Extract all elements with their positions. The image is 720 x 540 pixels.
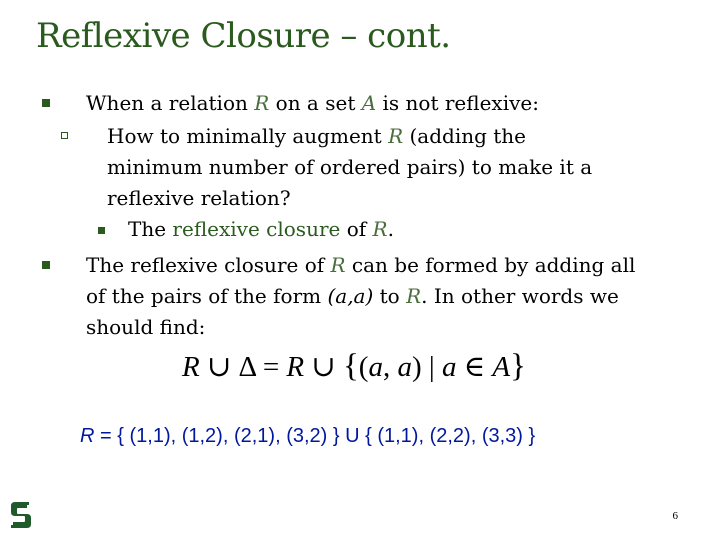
- bullet-2-line-3: should find:: [86, 315, 206, 339]
- example-relation: R = { (1,1), (1,2), (2,1), (3,2) } U { (1,1), (2,2), (3,3) }: [80, 425, 536, 447]
- bullet-square-icon: [42, 99, 50, 107]
- spartan-s-logo-icon: [10, 502, 32, 528]
- bullet-square-icon: [98, 227, 105, 234]
- bullet-hollow-square-icon: [61, 132, 68, 139]
- slide-title: Reflexive Closure – cont.: [36, 16, 451, 56]
- bullet-2-line-2: of the pairs of the form (a,a) to R. In other words we: [86, 284, 619, 308]
- sub-bullet-line-1: How to minimally augment R (adding the: [107, 124, 527, 148]
- sub-bullet-line-3: reflexive relation?: [107, 186, 291, 210]
- sub-bullet-line-2: minimum number of ordered pairs) to make it a: [107, 155, 593, 179]
- sub-sub-bullet-text: The reflexive closure of R.: [128, 217, 394, 241]
- page-number: 6: [672, 510, 678, 522]
- reflexive-closure-formula: R ∪ Δ = R ∪ {(a, a) | a ∈ A}: [182, 348, 526, 384]
- bullet-square-icon: [42, 261, 50, 269]
- bullet-2-line-1: The reflexive closure of R can be formed by adding all: [86, 253, 636, 277]
- bullet-1-text: When a relation R on a set A is not reflexive:: [86, 91, 539, 115]
